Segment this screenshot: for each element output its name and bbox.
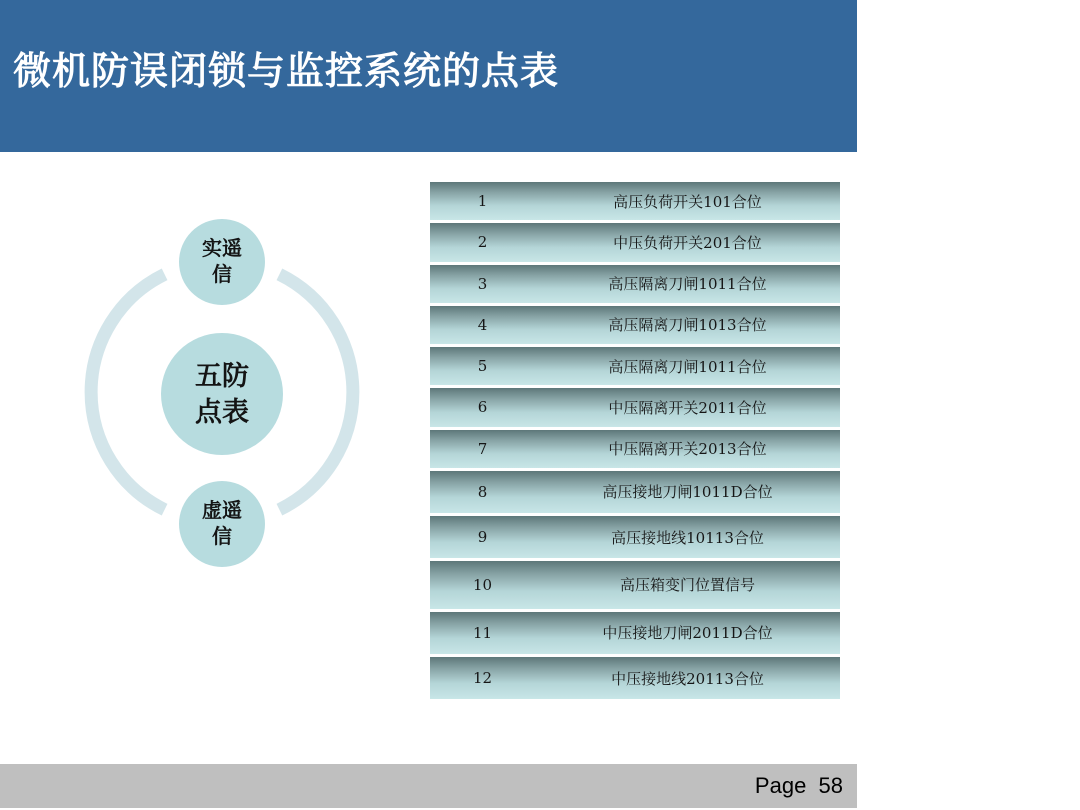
row-description: 高压箱变门位置信号 — [619, 576, 755, 595]
row-number: 1 — [477, 192, 488, 211]
center-node-label-line2: 点表 — [195, 397, 249, 427]
row-number: 9 — [477, 528, 488, 546]
row-description: 高压隔离刀闸1013合位 — [608, 316, 767, 335]
row-number: 11 — [472, 623, 493, 642]
row-number: 10 — [472, 575, 493, 594]
row-description: 中压接地线20113合位 — [611, 669, 764, 688]
row-number: 7 — [477, 439, 488, 458]
table-row — [430, 182, 840, 220]
diagram-bottom-node — [179, 481, 265, 567]
page-title: 微机防误闭锁与监控系统的点表 — [13, 51, 560, 93]
table-row — [430, 612, 840, 654]
footer-bar — [0, 764, 857, 808]
diagram-center-node — [161, 333, 283, 455]
row-description: 高压接地线10113合位 — [611, 528, 764, 547]
row-description: 中压接地刀闸2011D合位 — [602, 624, 773, 643]
table-row — [430, 561, 840, 609]
row-description: 中压隔离开关2011合位 — [608, 398, 767, 417]
top-node-label-line1: 实遥 — [202, 238, 242, 260]
table-row — [430, 265, 840, 303]
row-number: 12 — [472, 669, 493, 688]
table-row — [430, 471, 840, 513]
slide-header-bar — [0, 0, 857, 152]
row-description: 中压负荷开关201合位 — [613, 233, 762, 252]
row-description: 高压隔离刀闸1011合位 — [608, 275, 767, 294]
bottom-node-label-line1: 虚遥 — [202, 500, 242, 522]
table-row — [430, 223, 840, 261]
table-row — [430, 657, 840, 699]
center-node-label-line1: 五防 — [195, 360, 249, 391]
row-number: 8 — [477, 482, 488, 501]
bottom-node-label-line2: 信 — [212, 526, 232, 548]
diagram-top-node — [179, 219, 265, 305]
ring-arc-right — [279, 274, 352, 509]
row-number: 6 — [477, 398, 488, 417]
top-node-label-line2: 信 — [212, 264, 232, 286]
ring-arc-left — [91, 274, 164, 509]
page-number-label: Page 58 — [754, 773, 843, 798]
row-description: 中压隔离开关2013合位 — [608, 440, 767, 459]
row-number: 3 — [477, 274, 488, 293]
row-description: 高压隔离刀闸1011合位 — [608, 357, 767, 376]
table-row — [430, 347, 840, 385]
row-number: 5 — [477, 357, 488, 376]
row-number: 2 — [477, 233, 488, 252]
point-table — [430, 182, 840, 699]
row-description: 高压负荷开关101合位 — [613, 192, 762, 211]
row-number: 4 — [477, 315, 488, 334]
table-row — [430, 430, 840, 468]
table-row — [430, 516, 840, 558]
row-description: 高压接地刀闸1011D合位 — [602, 483, 773, 502]
table-row — [430, 306, 840, 344]
table-row — [430, 388, 840, 426]
